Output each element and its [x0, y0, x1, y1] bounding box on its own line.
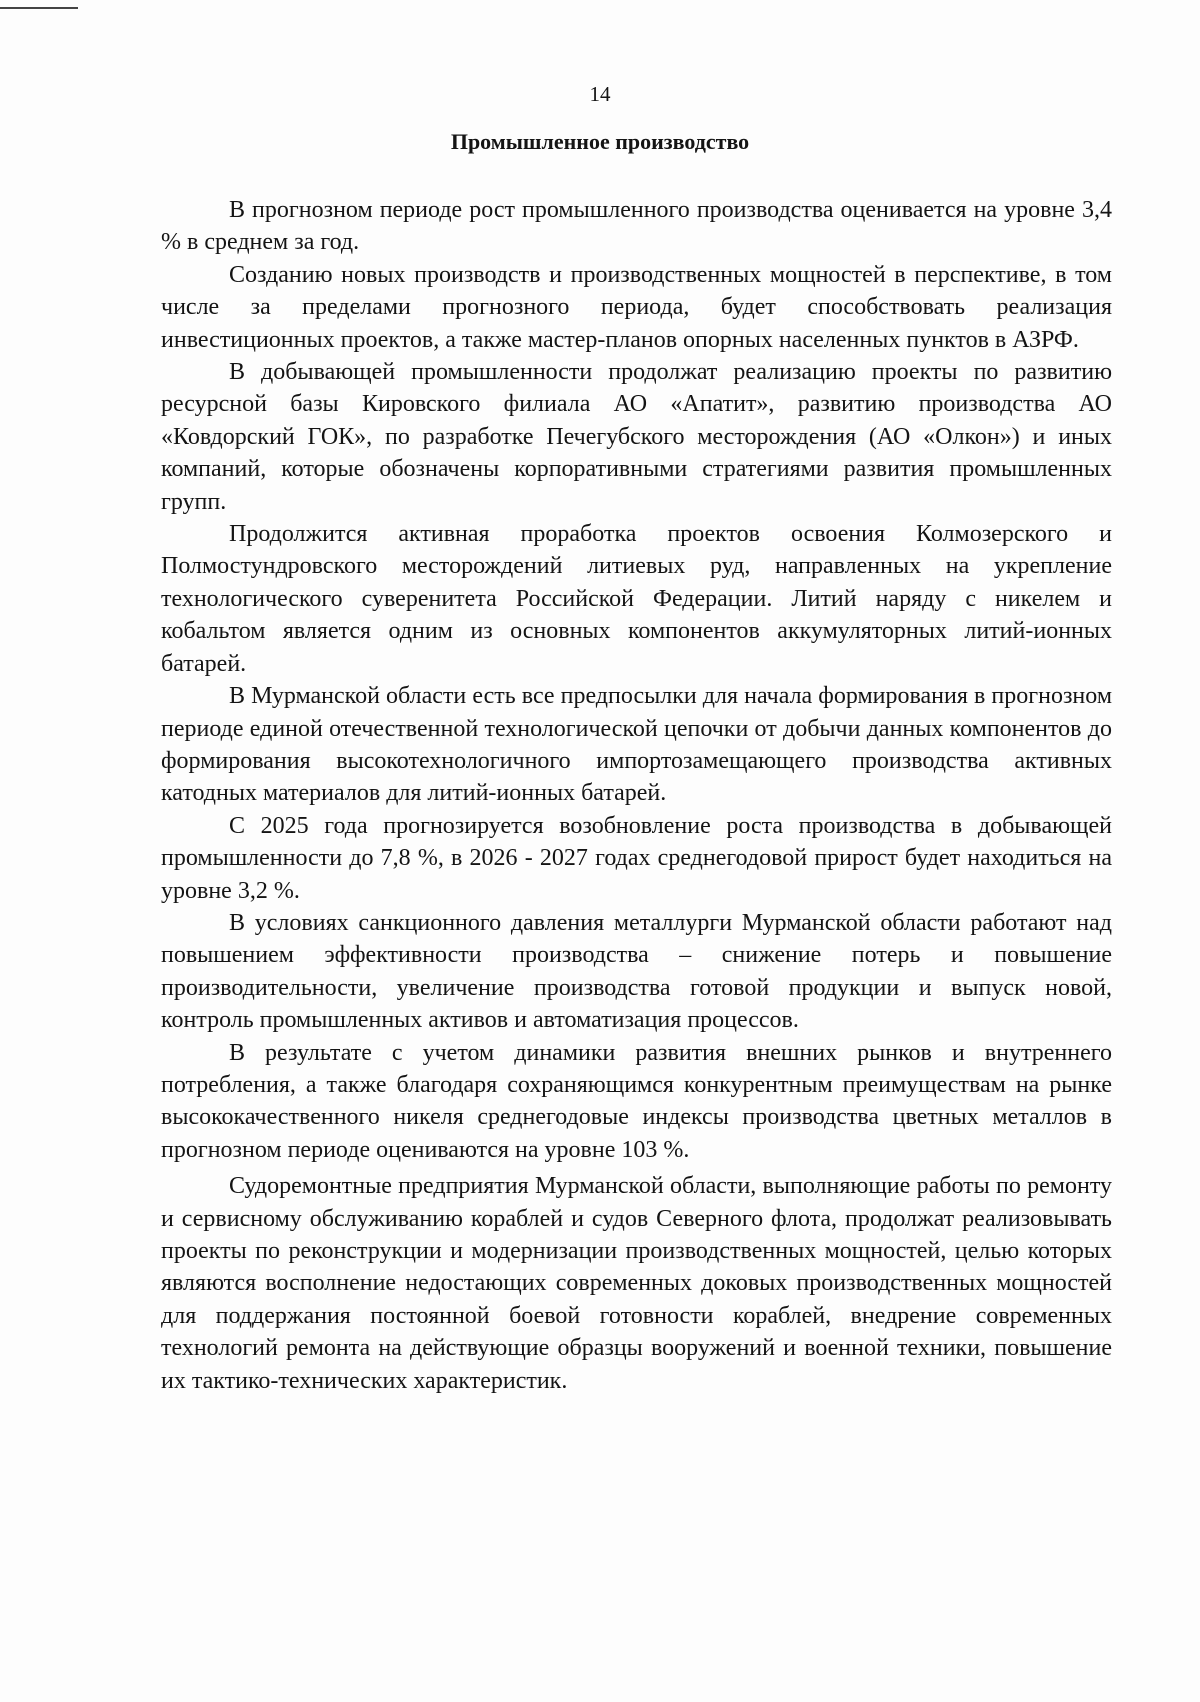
paragraph-lithium-deposits: Продолжится активная проработка проектов освоения Колмозерского и Полмостундровского месторождений литиевых руд, направленных на укрепление технологического суверенитета Российской Федерации. Литий наряду с никелем и кобальтом является одним из основных компонентов аккумуляторных литий-ионных батарей. — [161, 521, 1112, 677]
page-number: 14 — [589, 82, 611, 106]
paragraph-mining-projects: В добывающей промышленности продолжат реализацию проекты по развитию ресурсной базы Кировского филиала АО «Апатит», развитию производства АО «Ковдорский ГОК», по разработке Печегубского месторождения (АО «Олкон») и иных компаний, которые обозначены корпоративными стратегиями развития промышленных групп. — [161, 359, 1112, 515]
paragraph-ship-repair: Судоремонтные предприятия Мурманской области, выполняющие работы по ремонту и сервисному обслуживанию кораблей и судов Северного флота, продолжат реализовывать проекты по реконструкции и модернизации производственных мощностей, целью которых являются восполнение недостающих современных доковых производственных мощностей для поддержания постоянной боевой готовности кораблей, внедрение современных технологий ремонта на действующие образцы вооружений и военной техники, повышение их тактико-технических характеристик. — [161, 1173, 1112, 1394]
body-text — [161, 194, 1112, 1397]
section-title: Промышленное производство — [450, 129, 750, 154]
scan-edge-mark — [0, 7, 78, 9]
paragraph-growth-forecast: В прогнозном периоде рост промышленного производства оценивается на уровне 3,4 % в среднем за год. — [161, 197, 1112, 256]
paragraph-nonferrous-index: В результате с учетом динамики развития внешних рынков и внутреннего потребления, а также благодаря сохраняющимся конкурентным преимуществам на рынке высококачественного никеля среднегодовые индексы производства цветных металлов в прогнозном периоде оцениваются на уровне 103 %. — [161, 1039, 1112, 1163]
paragraph-technology-chain: В Мурманской области есть все предпосылки для начала формирования в прогнозном периоде единой отечественной технологической цепочки от добычи данных компонентов до формирования высокотехнологичного импортозамещающего производства активных катодных материалов для литий-ионных батарей. — [161, 683, 1112, 807]
paragraph-new-capacities: Созданию новых производств и производственных мощностей в перспективе, в том числе за пределами прогнозного периода, будет способствовать реализация инвестиционных проектов, а также мастер-планов опорных населенных пунктов в АЗРФ. — [161, 261, 1112, 353]
paragraph-mining-growth: С 2025 года прогнозируется возобновление роста производства в добывающей промышленности до 7,8 %, в 2026 - 2027 годах среднегодовой прирост будет находиться на уровне 3,2 %. — [161, 812, 1112, 904]
paragraph-metallurgy: В условиях санкционного давления металлурги Мурманской области работают над повышением эффективности производства – снижение потерь и повышение производительности, увеличение производства готовой продукции и выпуск новой, контроль промышленных активов и автоматизация процессов. — [161, 909, 1112, 1034]
